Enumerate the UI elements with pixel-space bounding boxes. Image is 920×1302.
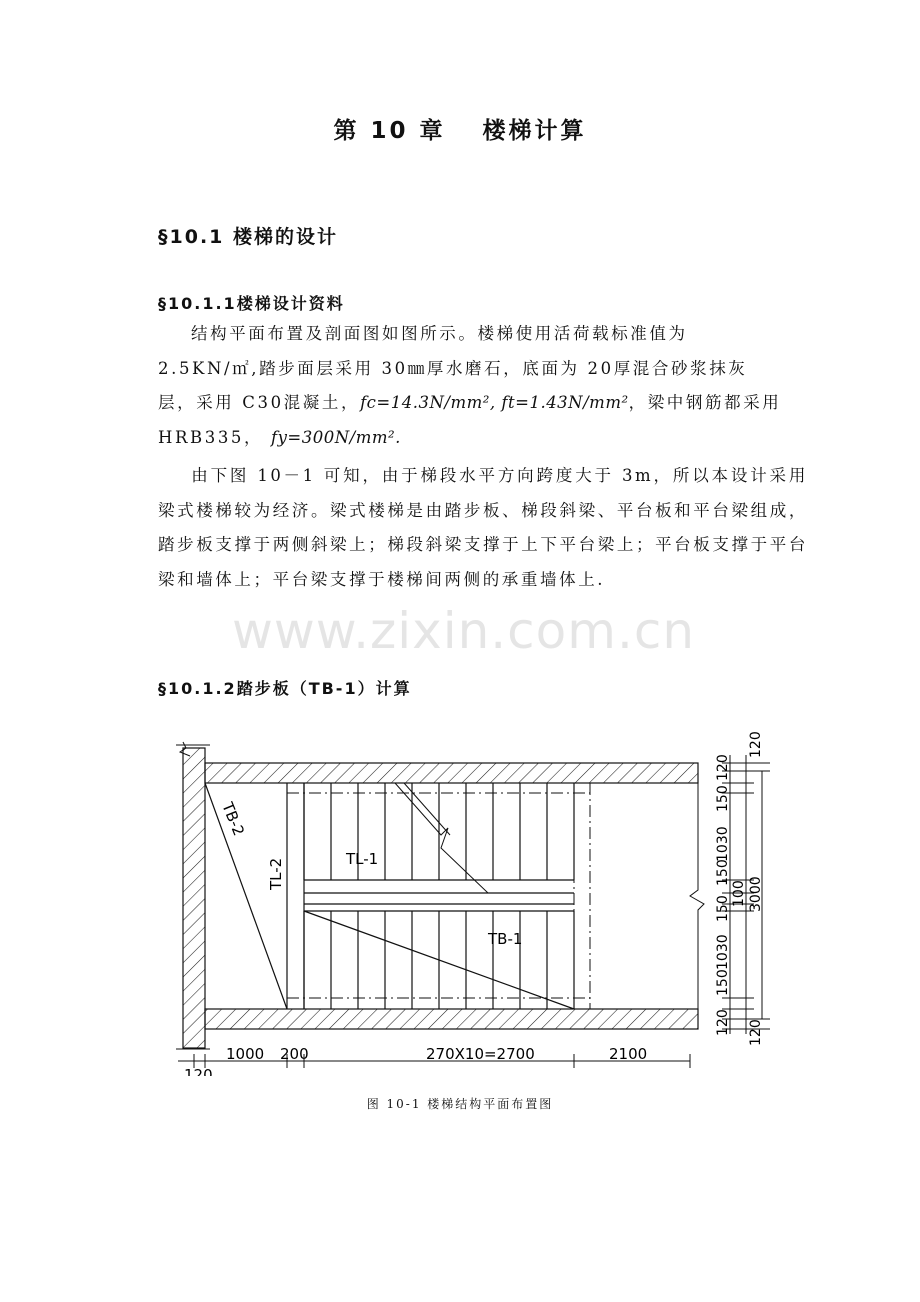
tb2-slab-line [205, 783, 287, 1009]
left-wall [183, 748, 205, 1048]
subsection-heading-2: §10.1.2踏步板（TB-1）计算 [158, 679, 412, 698]
dim-r-120-bottom: 120 [715, 1009, 731, 1036]
para1-line3: 层，采用 C30混凝土，fc=14.3N/mm², ft=1.43N/mm²，梁中钢筋都采用 [158, 393, 782, 412]
label-tl1: TL-1 [346, 850, 379, 868]
dim-r-150-c: 150 [715, 895, 731, 922]
stair-plan-drawing [168, 724, 798, 1076]
watermark: www.zixin.com.cn [232, 602, 696, 660]
dim-r-150-a: 150 [715, 785, 731, 812]
stair-plan-figure [168, 724, 798, 1080]
section-heading: §10.1 楼梯的设计 [158, 226, 338, 248]
dim-2700: 270X10=2700 [426, 1045, 535, 1063]
para1-line1: 结构平面布置及剖面图如图所示。楼梯使用活荷载标准值为 [191, 324, 688, 343]
label-tb2: TB-2 [218, 799, 248, 839]
dim-120-bottom: 120 [184, 1066, 213, 1076]
dim-r-outer-120-top: 120 [748, 731, 764, 758]
label-tb1: TB-1 [488, 930, 523, 948]
chapter-title: 第 10 章 楼梯计算 [333, 118, 587, 144]
dim-r-100: 100 [731, 880, 747, 907]
dim-1000: 1000 [226, 1045, 265, 1063]
design-data-paragraph [158, 317, 808, 455]
dim-r-3000: 3000 [748, 876, 764, 912]
subsection-heading-1: §10.1.1楼梯设计资料 [158, 294, 345, 313]
para1-line4: HRB335， fy=300N/mm². [158, 427, 401, 447]
dim-200: 200 [280, 1045, 309, 1063]
dim-r-150-b: 150 [715, 859, 731, 886]
figure-caption: 图 10-1 楼梯结构平面布置图 [366, 1097, 554, 1111]
dim-r-1030-b: 1030 [715, 934, 731, 970]
para1-line2: 2.5KN/㎡,踏步面层采用 30㎜厚水磨石，底面为 20厚混合砂浆抹灰 [158, 358, 748, 378]
dim-r-150-d: 150 [715, 969, 731, 996]
bottom-wall [205, 1009, 698, 1029]
upper-flight-treads [304, 783, 574, 880]
stair-type-paragraph: 由下图 10－1 可知，由于梯段水平方向跨度大于 3m，所以本设计采用梁式楼梯较为经济。梁式楼梯是由踏步板、梯段斜梁、平台板和平台梁组成，踏步板支撑于两侧斜梁上；梯段斜梁支撑于上下平台梁上；平台板支撑于平台梁和墙体上；平台梁支撑于楼梯间两侧的承重墙体上. [158, 466, 808, 589]
label-tl2: TL-2 [267, 857, 285, 890]
steel-strength-formula: fy=300N/mm². [271, 427, 401, 447]
dim-r-120-top: 120 [715, 754, 731, 781]
dim-2100: 2100 [609, 1045, 648, 1063]
concrete-strength-formula: fc=14.3N/mm², ft=1.43N/mm² [360, 393, 629, 412]
top-wall [205, 763, 698, 783]
dim-r-1030-a: 1030 [715, 826, 731, 862]
dim-r-outer-120-bottom: 120 [748, 1019, 764, 1046]
